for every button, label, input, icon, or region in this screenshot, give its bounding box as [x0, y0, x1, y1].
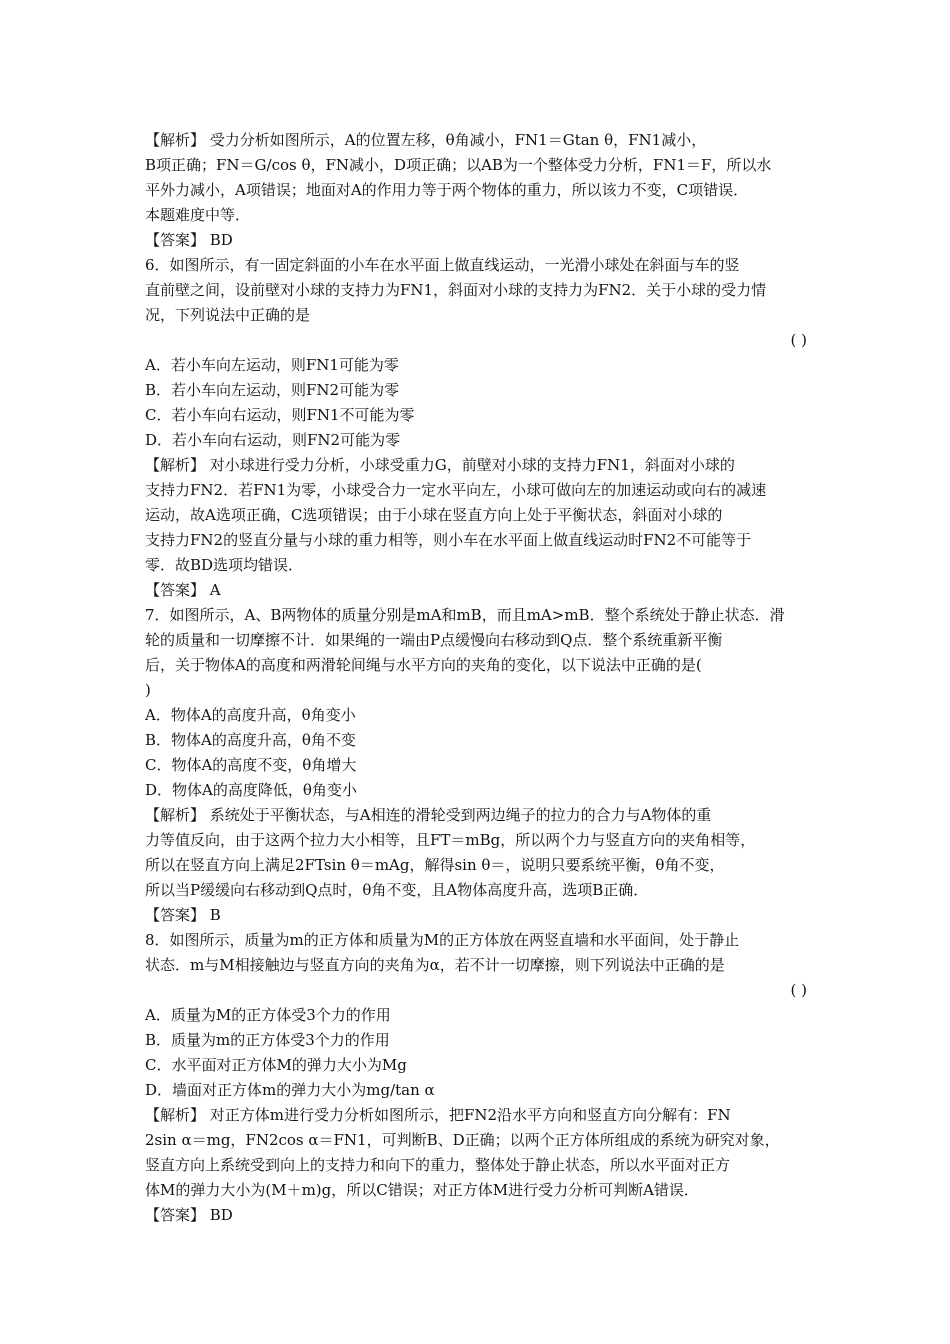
text-line: 运动，故A选项正确，C选项错误；由于小球在竖直方向上处于平衡状态，斜面对小球的 [145, 506, 723, 524]
text-line: 【答案】 BD [145, 231, 233, 249]
text-line: 直前壁之间，设前壁对小球的支持力为FN1，斜面对小球的支持力为FN2．关于小球的受力情 [145, 281, 767, 299]
text-line: 本题难度中等． [145, 206, 251, 224]
text-line: 2sin α＝mg，FN2cos α＝FN1，可判断B、D正确；以两个正方体所组成的系统为研究对象， [145, 1131, 780, 1149]
text-line: 所以当P缓缓向右移动到Q点时，θ角不变，且A物体高度升高，选项B正确． [145, 881, 649, 899]
text-line: 零．故BD选项均错误． [145, 556, 304, 574]
text-line: 【答案】 BD [145, 1206, 233, 1224]
text-line: 支持力FN2．若FN1为零，小球受合力一定水平向左，小球可做向左的加速运动或向右的减速 [145, 481, 767, 499]
text-line: 体M的弹力大小为(M＋m)g，所以C错误；对正方体M进行受力分析可判断A错误． [145, 1181, 699, 1199]
text-line: 支持力FN2的竖直分量与小球的重力相等，则小车在水平面上做直线运动时FN2不可能等于 [145, 531, 752, 549]
text-line: 6．如图所示，有一固定斜面的小车在水平面上做直线运动，一光滑小球处在斜面与车的竖 [145, 256, 740, 274]
text-line: 【解析】 对小球进行受力分析，小球受重力G，前壁对小球的支持力FN1，斜面对小球的 [145, 456, 735, 474]
text-line: B．物体A的高度升高，θ角不变 [145, 731, 356, 749]
text-line: ( ) [790, 981, 807, 999]
text-line: 平外力减小，A项错误；地面对A的作用力等于两个物体的重力，所以该力不变，C项错误． [145, 181, 749, 199]
text-line: B．若小车向左运动，则FN2可能为零 [145, 381, 400, 399]
text-line: 轮的质量和一切摩擦不计．如果绳的一端由P点缓慢向右移动到Q点．整个系统重新平衡 [145, 631, 723, 649]
text-line: 【解析】 受力分析如图所示，A的位置左移，θ角减小，FN1＝Gtan θ，FN1减小， [145, 131, 707, 149]
text-line: C．水平面对正方体M的弹力大小为Mg [145, 1056, 407, 1074]
text-line: ( ) [790, 331, 807, 349]
text-line: 8．如图所示，质量为m的正方体和质量为M的正方体放在两竖直墙和水平面间，处于静止 [145, 931, 740, 949]
text-line: 【解析】 系统处于平衡状态，与A相连的滑轮受到两边绳子的拉力的合力与A物体的重 [145, 806, 712, 824]
text-line: B项正确；FN＝G/cos θ，FN减小，D项正确；以AB为一个整体受力分析，FN1＝F，所以水 [145, 156, 772, 174]
text-line: D．若小车向右运动，则FN2可能为零 [145, 431, 401, 449]
text-line: 力等值反向，由于这两个拉力大小相等，且FT＝mBg，所以两个力与竖直方向的夹角相等， [145, 831, 756, 849]
text-line: D．墙面对正方体m的弹力大小为mg/tan α [145, 1081, 435, 1099]
text-line: 后，关于物体A的高度和两滑轮间绳与水平方向的夹角的变化，以下说法中正确的是( [145, 656, 702, 674]
text-line: 【解析】 对正方体m进行受力分析如图所示，把FN2沿水平方向和竖直方向分解有：FN [145, 1106, 731, 1124]
text-line: 竖直方向上系统受到向上的支持力和向下的重力，整体处于静止状态，所以水平面对正方 [145, 1156, 731, 1174]
text-line: C．物体A的高度不变，θ角增大 [145, 756, 357, 774]
text-line: D．物体A的高度降低，θ角变小 [145, 781, 357, 799]
text-line: C．若小车向右运动，则FN1不可能为零 [145, 406, 415, 424]
text-line: 【答案】 B [145, 906, 221, 924]
text-line: 7．如图所示，A、B两物体的质量分别是mA和mB，而且mA>mB．整个系统处于静止状态．滑 [145, 606, 785, 624]
text-line: 【答案】 A [145, 581, 221, 599]
text-line: A．物体A的高度升高，θ角变小 [145, 706, 356, 724]
text-line: B．质量为m的正方体受3个力的作用 [145, 1031, 390, 1049]
document-page [145, 128, 815, 1228]
text-line: A．若小车向左运动，则FN1可能为零 [145, 356, 399, 374]
text-line: 况，下列说法中正确的是 [145, 306, 311, 324]
text-line: 状态．m与M相接触边与竖直方向的夹角为α，若不计一切摩擦，则下列说法中正确的是 [145, 956, 725, 974]
text-line: ) [145, 681, 151, 699]
text-line: A．质量为M的正方体受3个力的作用 [145, 1006, 391, 1024]
text-line: 所以在竖直方向上满足2FTsin θ＝mAg，解得sin θ＝，说明只要系统平衡，θ角不变， [145, 856, 725, 874]
